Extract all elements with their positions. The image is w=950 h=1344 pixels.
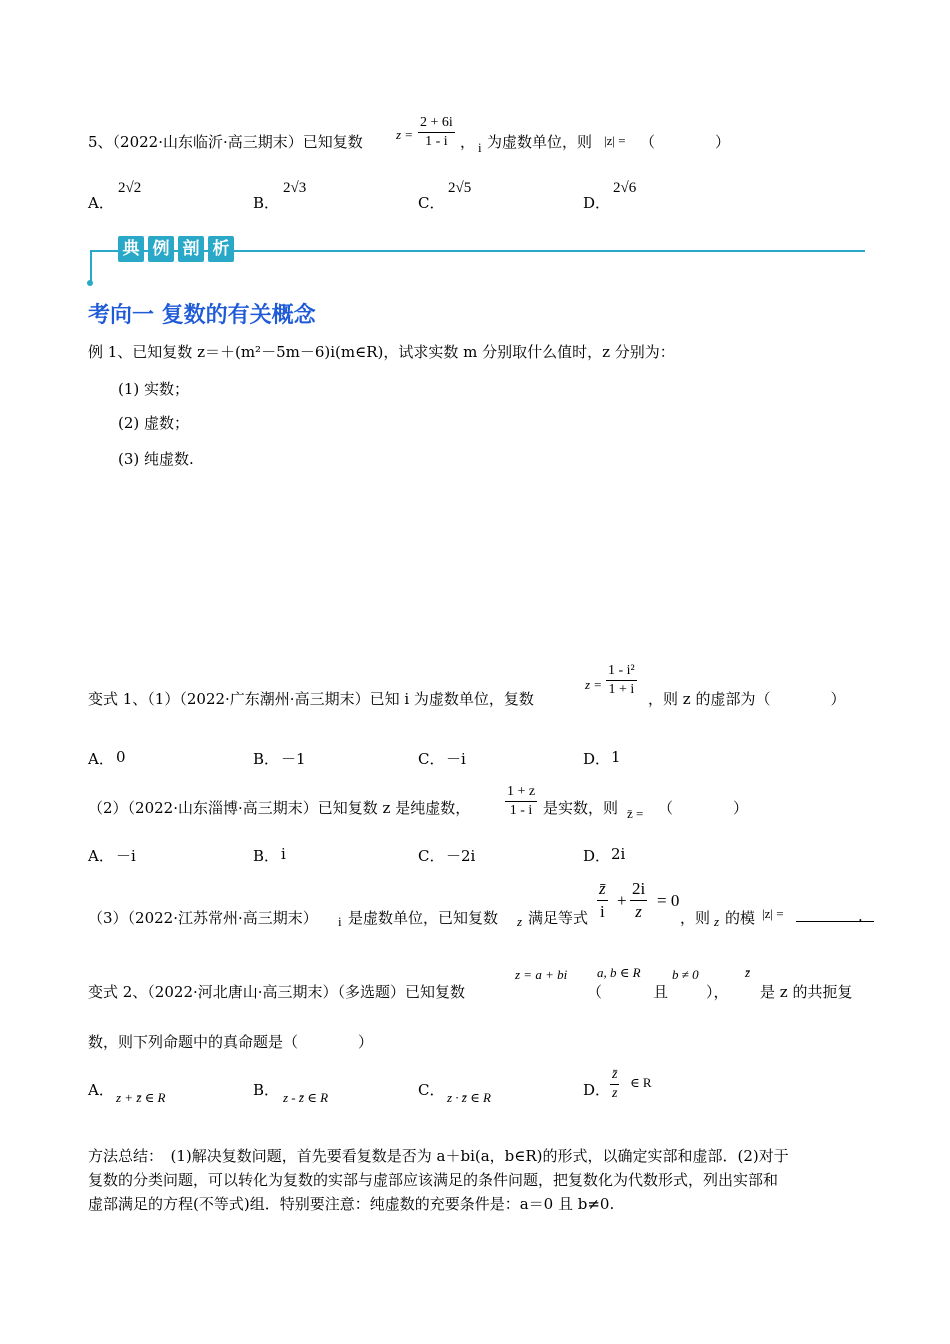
- variant1-q2-option-b-value: i: [281, 845, 286, 863]
- variant1-q2-num: 1 + z: [507, 784, 536, 799]
- variant2-z-def: z = a + bi: [515, 967, 568, 982]
- q5-option-c-value: 2√5: [448, 180, 472, 196]
- variant1-q1-prefix: 变式 1、（1）（2022·广东潮州·高三期末）已知 i 为虚数单位，复数: [88, 690, 534, 708]
- variant1-q2-prefix: （2）（2022·山东淄博·高三期末）已知复数 z 是纯虚数，: [88, 799, 471, 817]
- variant2-prefix: 变式 2、（2022·河北唐山·高三期末）（多选题）已知复数: [88, 983, 466, 1001]
- variant1-q1-option-b-value: －1: [281, 750, 306, 768]
- variant2-option-d-fraction: [610, 1066, 619, 1103]
- variant1-q2-option-c-value: －2i: [446, 847, 476, 865]
- summary-line-3: 虚部满足的方程(不等式)组．特别要注意：纯虚数的充要条件是：a＝0 且 b≠0.: [88, 1195, 615, 1213]
- variant1-q3-f2-num: 2i: [632, 879, 646, 898]
- variant1-q3-prefix: （3）（2022·江苏常州·高三期末）: [88, 909, 318, 927]
- variant1-q3-suffix2: 的模: [725, 909, 756, 927]
- variant1-q2-fraction: [505, 783, 537, 820]
- variant1-q3-fraction-2: [630, 878, 647, 923]
- variant1-q3-fraction-1: [597, 878, 608, 923]
- variant1-q2-zbar: z̄ =: [627, 806, 644, 821]
- variant2-option-a-label: A．: [88, 1081, 114, 1099]
- variant2-option-d-num: z̄: [612, 1067, 618, 1082]
- variant1-q1-option-b-label: B．: [253, 750, 280, 768]
- variant1-q2-option-a-label: A．: [88, 847, 114, 865]
- variant1-q3-f1-num: z̄: [599, 879, 606, 898]
- variant2-line2: 数，则下列命题中的真命题是（ ）: [88, 1033, 374, 1051]
- variant1-q2-option-d-value: 2i: [611, 845, 626, 863]
- variant1-q3-z: z: [517, 914, 523, 929]
- variant2-option-a-value: z + z̄ ∈ R: [116, 1090, 166, 1105]
- variant2-option-b-label: B．: [253, 1081, 280, 1099]
- variant2-paren-open: （: [587, 983, 603, 1001]
- q5-option-b-label: B．: [253, 194, 280, 212]
- variant1-q1-z: z =: [585, 677, 603, 692]
- q5-option-b-value: 2√3: [283, 180, 307, 196]
- variant1-q1-option-d-value: 1: [611, 748, 621, 766]
- variant1-q2-mid: 是实数，则: [543, 799, 619, 817]
- q5-frac-den: 1 - i: [425, 134, 448, 149]
- variant1-q1-option-a-value: 0: [116, 748, 126, 766]
- q5-option-a-label: A．: [88, 194, 114, 212]
- variant2-option-b-value: z - z̄ ∈ R: [283, 1090, 329, 1105]
- banner-char-3: 剖: [178, 236, 204, 262]
- banner-char-2: 例: [148, 236, 174, 262]
- q5-option-d-label: D．: [583, 194, 611, 212]
- variant1-q1-fraction: [606, 662, 637, 699]
- q5-mid: 为虚数单位，则: [487, 133, 593, 151]
- variant1-q3-f1-den: i: [599, 902, 605, 921]
- variant1-q1-suffix: ，则 z 的虚部为（ ）: [648, 690, 846, 708]
- variant2-zbar: z̄: [745, 965, 751, 980]
- q5-option-c-label: C．: [418, 194, 445, 212]
- variant1-q2-option-a-value: －i: [116, 847, 136, 865]
- variant2-and: 且: [653, 983, 669, 1001]
- example1-item-2: (2) 虚数；: [118, 414, 190, 432]
- q5-abs-z: |z| =: [604, 133, 626, 148]
- banner-vertical-line: [90, 250, 92, 284]
- summary-line-1: 方法总结： (1)解决复数问题，首先要看复数是否为 a＋bi(a，b∈R)的形式，以确定实部和虚部．(2)对于: [88, 1147, 789, 1165]
- q5-option-d-value: 2√6: [613, 180, 637, 196]
- banner-char-4: 析: [208, 236, 234, 262]
- variant1-q2-option-c-label: C．: [418, 847, 445, 865]
- q5-prefix: 5、（2022·山东临沂·高三期末）已知复数: [88, 133, 363, 151]
- variant1-q1-den: 1 + i: [608, 682, 635, 697]
- q5-comma: ，: [460, 133, 476, 151]
- variant1-q3-end: .: [858, 907, 863, 925]
- variant1-q3-i: i: [338, 914, 342, 929]
- variant1-q1-option-d-label: D．: [583, 750, 611, 768]
- variant1-q3-eq: = 0: [657, 891, 680, 910]
- variant1-q2-den: 1 - i: [509, 803, 533, 818]
- variant2-option-d-den: z: [612, 1086, 618, 1101]
- banner-dot: [87, 280, 93, 286]
- variant2-option-d-value: ∈ R: [630, 1075, 652, 1090]
- variant1-q1-option-a-label: A．: [88, 750, 114, 768]
- q5-option-a-value: 2√2: [118, 180, 142, 196]
- q5-i-symbol: i: [478, 140, 482, 155]
- q5-fraction: [418, 114, 455, 151]
- banner-line: [90, 250, 865, 252]
- q5-paren: （ ）: [640, 133, 731, 151]
- section-title: 考向一 复数的有关概念: [88, 303, 316, 328]
- q5-frac-num: 2 + 6i: [420, 115, 453, 130]
- example1-text: 例 1、已知复数 z＝＋(m²－5m－6)i(m∈R)，试求实数 m 分别取什么值时，z 分别为：: [88, 343, 675, 361]
- variant1-q1-option-c-label: C．: [418, 750, 445, 768]
- variant1-q3-z2: z: [714, 914, 720, 929]
- variant1-q3-mid2: 满足等式: [528, 909, 589, 927]
- variant1-q3-plus: +: [617, 891, 627, 910]
- variant2-option-c-label: C．: [418, 1081, 445, 1099]
- variant2-option-c-value: z · z̄ ∈ R: [447, 1090, 491, 1105]
- variant2-paren-close: ），: [706, 983, 729, 1001]
- example1-item-1: (1) 实数；: [118, 380, 190, 398]
- variant1-q2-option-d-label: D．: [583, 847, 611, 865]
- variant1-q2-option-b-label: B．: [253, 847, 280, 865]
- variant1-q3-mid: 是虚数单位，已知复数: [348, 909, 499, 927]
- banner-char-1: 典: [118, 236, 144, 262]
- q5-z-eq: z =: [396, 127, 414, 142]
- variant2-cond2: b ≠ 0: [672, 967, 699, 982]
- variant1-q1-option-c-value: －i: [446, 750, 466, 768]
- variant1-q1-num: 1 - i²: [608, 663, 635, 678]
- variant1-q3-abs: |z| =: [762, 906, 784, 921]
- example1-item-3: (3) 纯虚数.: [118, 450, 194, 468]
- variant1-q3-f2-den: z: [635, 902, 642, 921]
- variant1-q2-paren: （ ）: [658, 799, 749, 817]
- variant1-q3-suffix1: ，则: [680, 909, 711, 927]
- variant2-cond1: a, b ∈ R: [597, 965, 641, 980]
- summary-line-2: 复数的分类问题，可以转化为复数的实部与虚部应该满足的条件问题，把复数化为代数形式，列出实部和: [88, 1171, 779, 1189]
- variant2-option-d-label: D．: [583, 1081, 611, 1099]
- variant2-suffix: 是 z 的共扼复: [760, 983, 853, 1001]
